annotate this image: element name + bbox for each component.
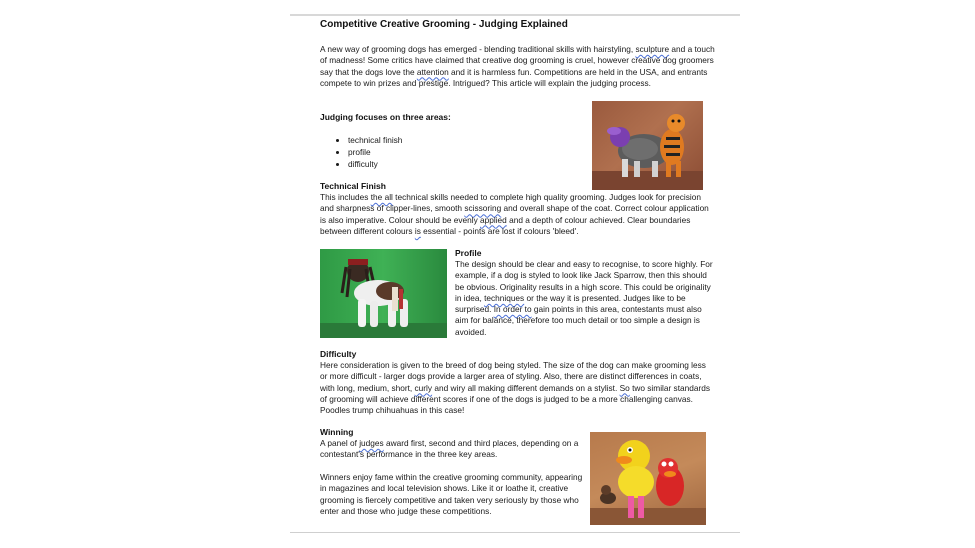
profile-paragraph: The design should be clear and easy to recognise, to score highly. For example, if a dog is styled to look like Jack Sparrow, then this should be obvious. Originality results in a high score. This could be originality in idea, techniques or the way it is presented. Judges like to be surprised. In order to gain points in this area, contestants must also aim for balance, therefore too much detail or too simple a design is avoided. bbox=[455, 259, 713, 337]
areas-list bbox=[320, 134, 402, 170]
winning-paragraph-2: Winners enjoy fame within the creative grooming community, appearing in magazines and local television shows. Like it or loathe it, creative grooming is fiercely competitive and taken very seriously by those who enter and those who judge these competitions. bbox=[320, 472, 583, 516]
profile-heading: Profile bbox=[455, 248, 482, 258]
spellcheck-word[interactable]: attention bbox=[416, 66, 449, 77]
winning-heading: Winning bbox=[320, 427, 354, 437]
intro-paragraph: A new way of grooming dogs has emerged - blending traditional skills with hairstyling, sculpture and a touch of madness! Some critics have claimed that creative dog grooming is cruel, however creative dog groomers say that the dogs love the attention and it is harmless fun. Competitions are held in the USA, and entrants compete to win prizes and prestige. Intrigued? This article will explain the judging process. bbox=[320, 44, 715, 88]
spellcheck-word[interactable]: techniques bbox=[484, 292, 525, 303]
spellcheck-word[interactable]: scissoring bbox=[464, 203, 502, 214]
winning-paragraph-1: A panel of judges award first, second and third places, depending on a contestant's performance in the three key areas. bbox=[320, 438, 579, 460]
list-item: • profile bbox=[348, 146, 402, 158]
spellcheck-word[interactable]: sculpture bbox=[635, 44, 670, 54]
page-bottom-edge bbox=[290, 532, 740, 533]
spellcheck-word[interactable]: applied bbox=[480, 214, 507, 225]
spellcheck-word[interactable]: In order to bbox=[493, 304, 532, 315]
spellcheck-word[interactable]: the all bbox=[370, 192, 393, 202]
article-title: Competitive Creative Grooming - Judging Explained bbox=[320, 19, 568, 30]
pirate-dog-photo bbox=[320, 249, 447, 338]
muppet-dogs-photo bbox=[590, 432, 706, 525]
list-item: • technical finish bbox=[348, 134, 402, 146]
areas-heading: Judging focuses on three areas: bbox=[320, 112, 451, 122]
spellcheck-word[interactable]: curly bbox=[414, 382, 433, 393]
spellcheck-word[interactable]: judges bbox=[359, 438, 384, 448]
list-item: • difficulty bbox=[348, 158, 402, 170]
tiger-dog-photo bbox=[592, 101, 703, 190]
spellcheck-word[interactable]: is bbox=[414, 225, 421, 236]
technical-paragraph: This includes the all technical skills needed to complete high quality grooming. Judges look for precision and sharpness of clipper-lines, smooth scissoring and overall shape of the coat. Correct colour application is also imperative. Colour should be evenly applied and a depth of colour achieved. Clear boundaries between different colours is essential - points are lost if colours 'bleed'. bbox=[320, 192, 709, 236]
difficulty-heading: Difficulty bbox=[320, 349, 357, 359]
difficulty-paragraph: Here consideration is given to the breed of dog being styled. The size of the dog can make grooming less or more difficult - larger dogs provide a larger area of styling. Also, there are distinct differences in coats, with long, medium, short, curly and wiry all making different demands on a stylist. So two similar standards of grooming will achieve different scores if one of the dogs is judged to be a more challenging canvas. Poodles trump chihuahuas in this case! bbox=[320, 360, 710, 416]
technical-heading: Technical Finish bbox=[320, 181, 386, 191]
page-top-edge bbox=[290, 14, 740, 16]
spellcheck-word[interactable]: So bbox=[619, 382, 630, 393]
